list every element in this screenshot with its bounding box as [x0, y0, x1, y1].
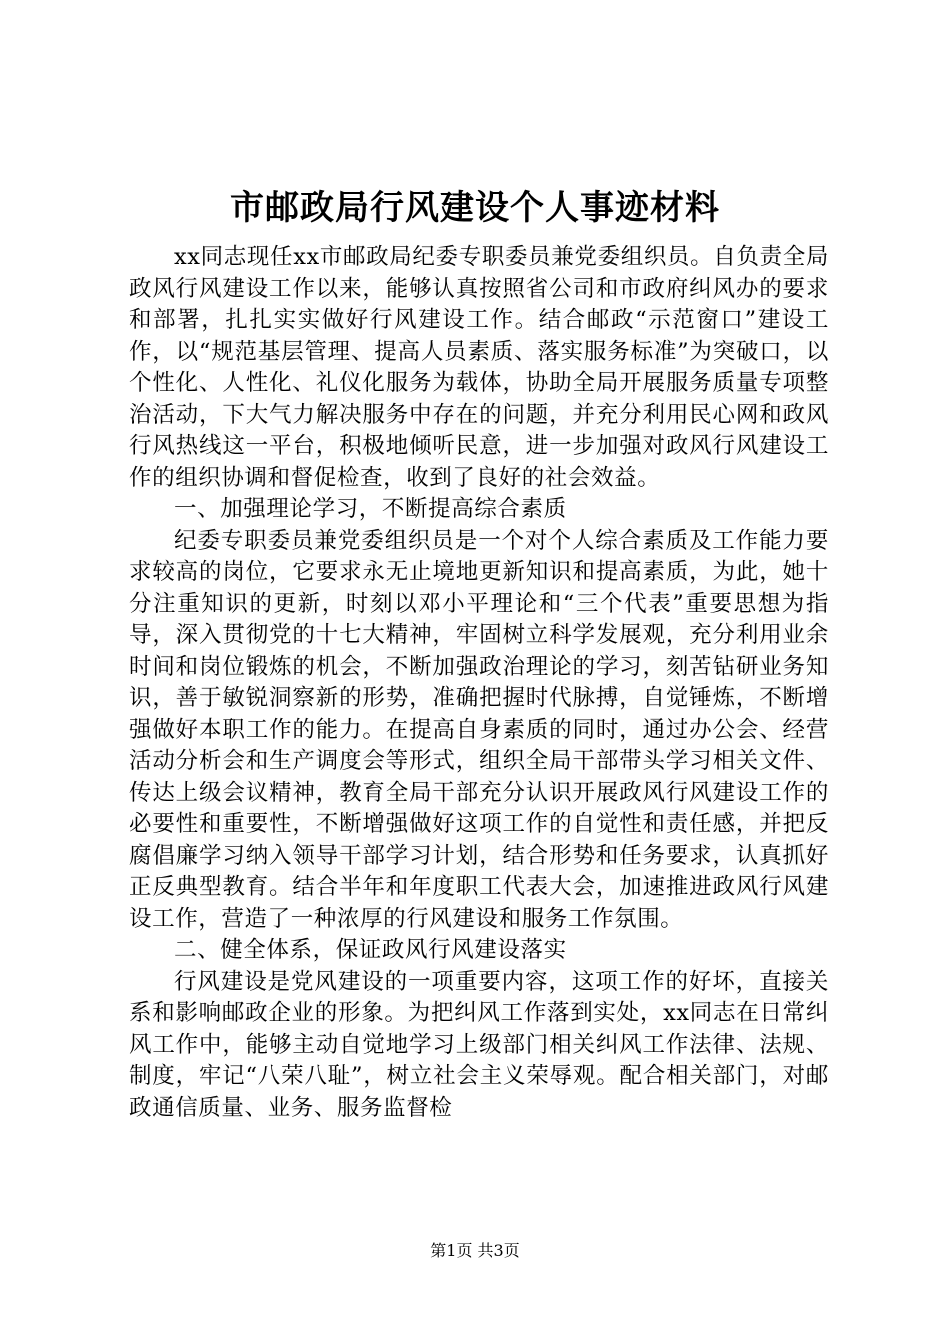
section-1-paragraph: 纪委专职委员兼党委组织员是一个对个人综合素质及工作能力要求较高的岗位，它要求永无止境地更新知识和提高素质，为此，她十分注重知识的更新，时刻以邓小平理论和“三个代表”重要思想为指导，深入贯彻党的十七大精神，牢固树立科学发展观，充分利用业余时间和岗位锻炼的机会，不断加强政治理论的学习，刻苦钻研业务知识，善于敏锐洞察新的形势，准确把握时代脉搏，自觉锤炼，不断增强做好本职工作的能力。在提高自身素质的同时，通过办公会、经营活动分析会和生产调度会等形式，组织全局干部带头学习相关文件、传达上级会议精神，教育全局干部充分认识开展政风行风建设工作的必要性和重要性，不断增强做好这项工作的自觉性和责任感，并把反腐倡廉学习纳入领导干部学习计划，结合形势和任务要求，认真抓好正反典型教育。结合半年和年度职工代表大会，加速推进政风行风建设工作，营造了一种浓厚的行风建设和服务工作氛围。	[129, 527, 829, 932]
section-heading-1: 一、加强理论学习，不断提高综合素质	[174, 496, 567, 522]
section-heading-2: 二、健全体系，保证政风行风建设落实	[174, 937, 567, 963]
page-number-footer: 第1页 共3页	[430, 1241, 520, 1260]
document-body	[129, 242, 829, 1124]
intro-paragraph: xx同志现任xx市邮政局纪委专职委员兼党委组织员。自负责全局政风行风建设工作以来，能够认真按照省公司和市政府纠风办的要求和部署，扎扎实实做好行风建设工作。结合邮政“示范窗口”建设工作，以“规范基层管理、提高人员素质、落实服务标准”为突破口，以个性化、人性化、礼仪化服务为载体，协助全局开展服务质量专项整治活动，下大气力解决服务中存在的问题，并充分利用民心网和政风行风热线这一平台，积极地倾听民意，进一步加强对政风行风建设工作的组织协调和督促检查，收到了良好的社会效益。	[129, 244, 829, 491]
document-title: 市邮政局行风建设个人事迹材料	[230, 188, 720, 228]
section-2-paragraph: 行风建设是党风建设的一项重要内容，这项工作的好坏，直接关系和影响邮政企业的形象。为把纠风工作落到实处，xx同志在日常纠风工作中，能够主动自觉地学习上级部门相关纠风工作法律、法规、制度，牢记“八荣八耻”，树立社会主义荣辱观。配合相关部门，对邮政通信质量、业务、服务监督检	[129, 968, 829, 1121]
